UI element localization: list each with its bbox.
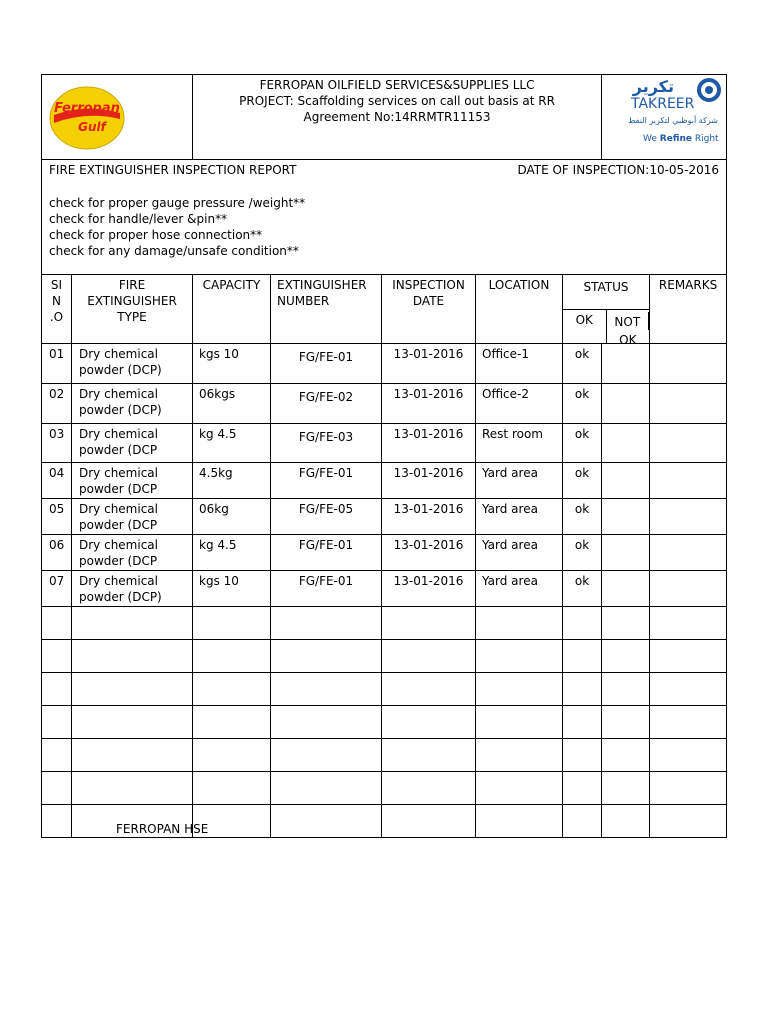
col-status-ok: OK — [563, 310, 607, 343]
cell-date: 13-01-2016 — [382, 463, 476, 499]
cell-date: 13-01-2016 — [382, 424, 476, 463]
col-location: LOCATION — [476, 275, 563, 344]
cell-type: Dry chemical powder (DCP) — [72, 571, 193, 607]
takreer-arabic-sub: شركة أبوظبي لتكرير النفط — [628, 116, 719, 125]
cell-type: Dry chemical powder (DCP — [72, 463, 193, 499]
cell-date: 13-01-2016 — [382, 384, 476, 424]
cell-remarks — [650, 535, 727, 571]
cell-remarks — [650, 463, 727, 499]
inspection-sheet — [41, 74, 726, 838]
cell-number: FG/FE-05 — [271, 499, 382, 535]
cell-sl: 02 — [42, 384, 72, 424]
empty-table-row — [42, 607, 727, 640]
cell-type: Dry chemical powder (DCP) — [72, 344, 193, 384]
cell-type: Dry chemical powder (DCP) — [72, 384, 193, 424]
takreer-tagline: We Refine Right — [643, 134, 719, 144]
cell-date: 13-01-2016 — [382, 535, 476, 571]
cell-sl: 01 — [42, 344, 72, 384]
takreer-logo-cell — [602, 75, 727, 160]
cell-location: Rest room — [476, 424, 563, 463]
cell-location: Office-1 — [476, 344, 563, 384]
status-title: STATUS — [563, 277, 649, 310]
ferropan-logo-subword: Gulf — [78, 120, 106, 134]
report-title: FIRE EXTINGUISHER INSPECTION REPORT — [49, 163, 297, 177]
cell-not-ok — [602, 344, 650, 384]
empty-table-row — [42, 673, 727, 706]
cell-ok: ok — [563, 571, 602, 607]
cell-remarks — [650, 499, 727, 535]
cell-location: Yard area — [476, 535, 563, 571]
cell-number: FG/FE-01 — [271, 344, 382, 384]
column-header-row — [42, 275, 727, 344]
takreer-arabic-name: تكرير — [632, 77, 675, 96]
cell-number: FG/FE-02 — [271, 384, 382, 424]
ferropan-logo — [48, 85, 126, 151]
cell-not-ok — [602, 535, 650, 571]
cell-ok: ok — [563, 384, 602, 424]
company-name: FERROPAN OILFIELD SERVICES&SUPPLIES LLC — [259, 78, 535, 92]
cell-type: Dry chemical powder (DCP — [72, 535, 193, 571]
table-row — [42, 499, 727, 535]
cell-capacity: kg 4.5 — [193, 424, 271, 463]
cell-number: FG/FE-01 — [271, 571, 382, 607]
cell-capacity: 4.5kg — [193, 463, 271, 499]
check-item: check for proper gauge pressure /weight** — [49, 196, 306, 210]
cell-sl: 04 — [42, 463, 72, 499]
cell-remarks — [650, 384, 727, 424]
cell-date: 13-01-2016 — [382, 499, 476, 535]
agreement-number: Agreement No:14RRMTR11153 — [303, 110, 491, 124]
checklist — [49, 195, 719, 259]
report-info — [42, 160, 727, 275]
cell-not-ok — [602, 499, 650, 535]
cell-capacity: 06kg — [193, 499, 271, 535]
cell-sl: 03 — [42, 424, 72, 463]
table-row — [42, 463, 727, 499]
cell-location: Yard area — [476, 571, 563, 607]
check-item: check for proper hose connection** — [49, 228, 263, 242]
cell-capacity: kgs 10 — [193, 344, 271, 384]
cell-ok: ok — [563, 424, 602, 463]
empty-table-row — [42, 739, 727, 772]
col-capacity: CAPACITY — [193, 275, 271, 344]
cell-remarks — [650, 424, 727, 463]
signature-label: FERROPAN HSE — [116, 822, 209, 836]
table-row — [42, 571, 727, 607]
cell-date: 13-01-2016 — [382, 344, 476, 384]
empty-table-row — [42, 706, 727, 739]
inspection-date: DATE OF INSPECTION:10-05-2016 — [517, 163, 720, 177]
cell-not-ok — [602, 384, 650, 424]
cell-capacity: 06kgs — [193, 384, 271, 424]
col-type: FIRE EXTINGUISHER TYPE — [72, 275, 193, 344]
takreer-logo — [626, 75, 726, 159]
header-row — [42, 75, 727, 160]
empty-table-row — [42, 772, 727, 805]
check-item: check for handle/lever &pin** — [49, 212, 228, 226]
cell-not-ok — [602, 424, 650, 463]
col-status — [563, 275, 650, 347]
table-row — [42, 384, 727, 424]
cell-ok: ok — [563, 499, 602, 535]
cell-remarks — [650, 344, 727, 384]
col-sl-no: SI N .O — [42, 275, 72, 344]
inspection-form — [41, 74, 727, 838]
cell-sl: 07 — [42, 571, 72, 607]
cell-remarks — [650, 571, 727, 607]
cell-ok: ok — [563, 463, 602, 499]
col-extinguisher-number: EXTINGUISHER NUMBER — [271, 275, 382, 344]
cell-type: Dry chemical powder (DCP — [72, 499, 193, 535]
cell-sl: 06 — [42, 535, 72, 571]
empty-table-row — [42, 640, 727, 673]
cell-ok: ok — [563, 535, 602, 571]
report-info-row — [42, 160, 727, 275]
cell-location: Yard area — [476, 499, 563, 535]
cell-capacity: kgs 10 — [193, 571, 271, 607]
cell-date: 13-01-2016 — [382, 571, 476, 607]
cell-capacity: kg 4.5 — [193, 535, 271, 571]
ferropan-logo-word: Ferropan — [54, 101, 120, 116]
table-row — [42, 344, 727, 384]
col-remarks: REMARKS — [650, 275, 727, 344]
cell-ok: ok — [563, 344, 602, 384]
cell-not-ok — [602, 571, 650, 607]
cell-sl: 05 — [42, 499, 72, 535]
cell-type: Dry chemical powder (DCP — [72, 424, 193, 463]
cell-number: FG/FE-01 — [271, 535, 382, 571]
table-row — [42, 424, 727, 463]
table-row — [42, 535, 727, 571]
cell-location: Office-2 — [476, 384, 563, 424]
cell-number: FG/FE-03 — [271, 424, 382, 463]
col-status-not-ok: NOT OK — [607, 310, 650, 343]
project-name: PROJECT: Scaffolding services on call out basis at RR — [239, 94, 555, 108]
check-item: check for any damage/unsafe condition** — [49, 244, 299, 258]
cell-number: FG/FE-01 — [271, 463, 382, 499]
ferropan-logo-cell — [42, 75, 193, 160]
col-inspection-date: INSPECTION DATE — [382, 275, 476, 344]
takreer-name: TAKREER — [631, 96, 695, 112]
cell-not-ok — [602, 463, 650, 499]
cell-location: Yard area — [476, 463, 563, 499]
company-header — [193, 75, 602, 160]
